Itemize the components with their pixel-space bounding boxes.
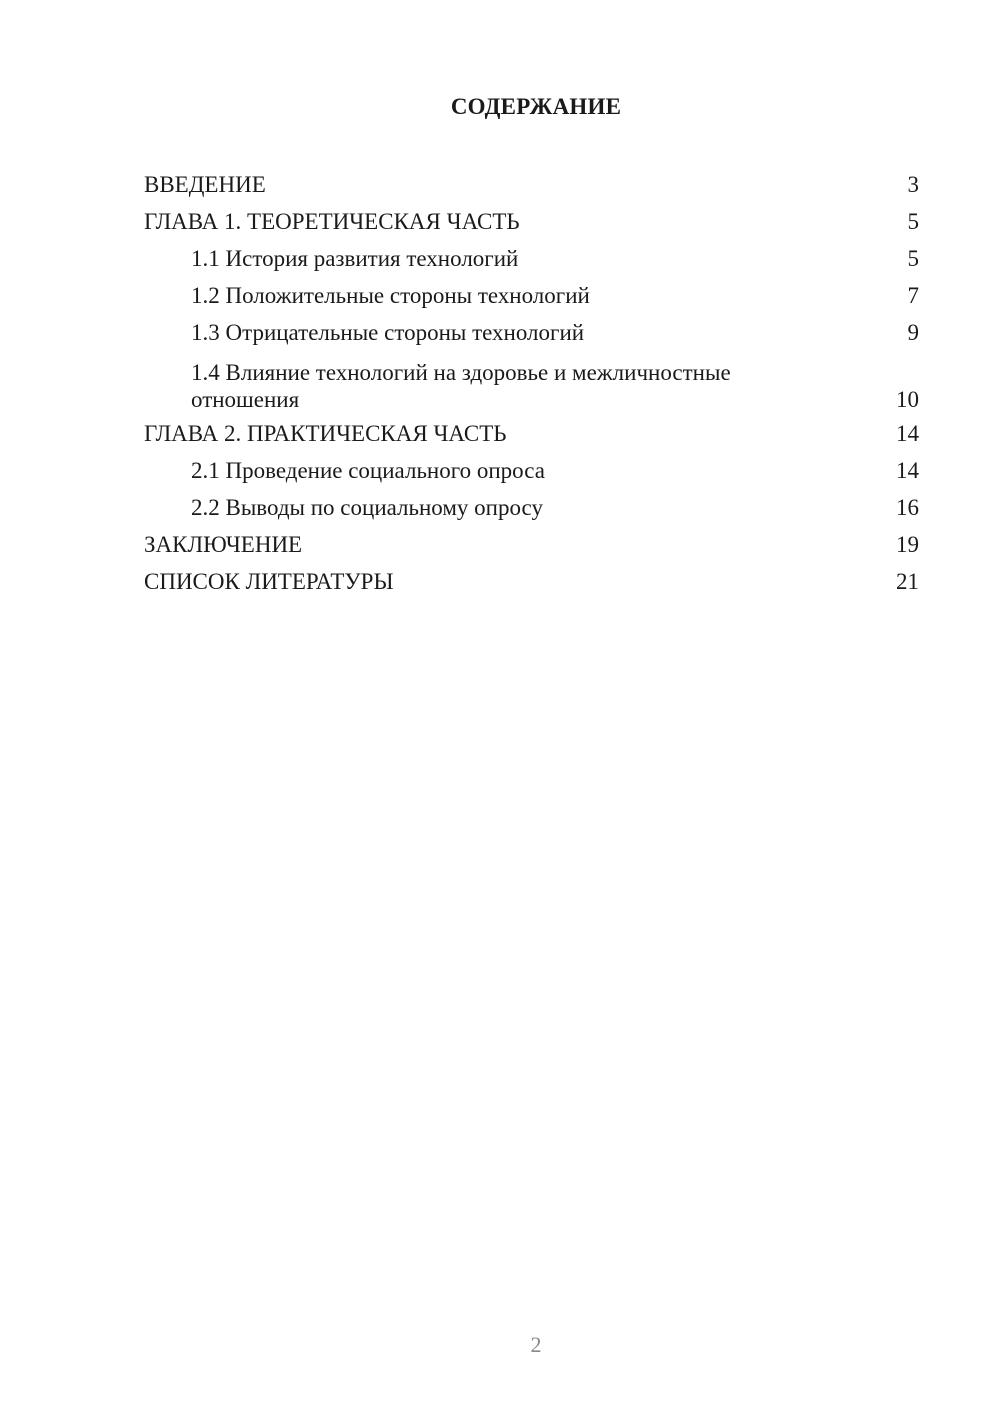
toc-entry-label: 1.2 Положительные стороны технологий (191, 283, 590, 308)
toc-entry-label: ГЛАВА 2. ПРАКТИЧЕСКАЯ ЧАСТЬ (144, 421, 507, 446)
toc-entry-page: 10 (896, 387, 919, 412)
toc-entry-page: 5 (907, 246, 919, 271)
toc-entry-label: ЗАКЛЮЧЕНИЕ (144, 532, 303, 557)
toc-entry-section-2-1[interactable] (144, 452, 919, 489)
toc-entry-page: 19 (896, 532, 919, 557)
toc-entry-chapter-1[interactable] (144, 203, 919, 240)
toc-entry-conclusion[interactable] (144, 526, 919, 563)
toc-entry-page: 7 (907, 283, 919, 308)
toc-entry-page: 5 (907, 209, 919, 234)
toc-entry-section-1-4[interactable] (144, 351, 919, 415)
toc-entry-label: 2.1 Проведение социального опроса (191, 458, 545, 483)
toc-entry-page: 16 (896, 495, 919, 520)
toc-entry-introduction[interactable] (144, 166, 919, 203)
toc-title: СОДЕРЖАНИЕ (450, 94, 622, 119)
toc-entry-label: 1.4 Влияние технологий на здоровье и межличностные отношения (191, 360, 731, 412)
toc-entry-section-1-3[interactable] (144, 314, 919, 351)
toc-entry-page: 9 (907, 320, 919, 345)
toc-entry-section-2-2[interactable] (144, 489, 919, 526)
toc-entry-page: 14 (896, 421, 919, 446)
page-number: 2 (530, 1332, 542, 1357)
toc-entry-section-1-2[interactable] (144, 277, 919, 314)
toc-entry-section-1-1[interactable] (144, 240, 919, 277)
toc-entry-label: 1.3 Отрицательные стороны технологий (191, 320, 585, 345)
toc-entry-page: 14 (896, 458, 919, 483)
toc-entry-label: ВВЕДЕНИЕ (144, 172, 266, 197)
toc-entry-bibliography[interactable] (144, 563, 919, 600)
toc-entry-label: СПИСОК ЛИТЕРАТУРЫ (144, 569, 394, 594)
toc-entry-label: 2.2 Выводы по социальному опросу (191, 495, 543, 520)
toc-entry-label: 1.1 История развития технологий (191, 246, 519, 271)
toc-entry-chapter-2[interactable] (144, 415, 919, 452)
toc-entry-label: ГЛАВА 1. ТЕОРЕТИЧЕСКАЯ ЧАСТЬ (144, 209, 520, 234)
toc-entry-page: 21 (896, 569, 919, 594)
table-of-contents (144, 166, 919, 600)
toc-entry-page: 3 (907, 172, 919, 197)
